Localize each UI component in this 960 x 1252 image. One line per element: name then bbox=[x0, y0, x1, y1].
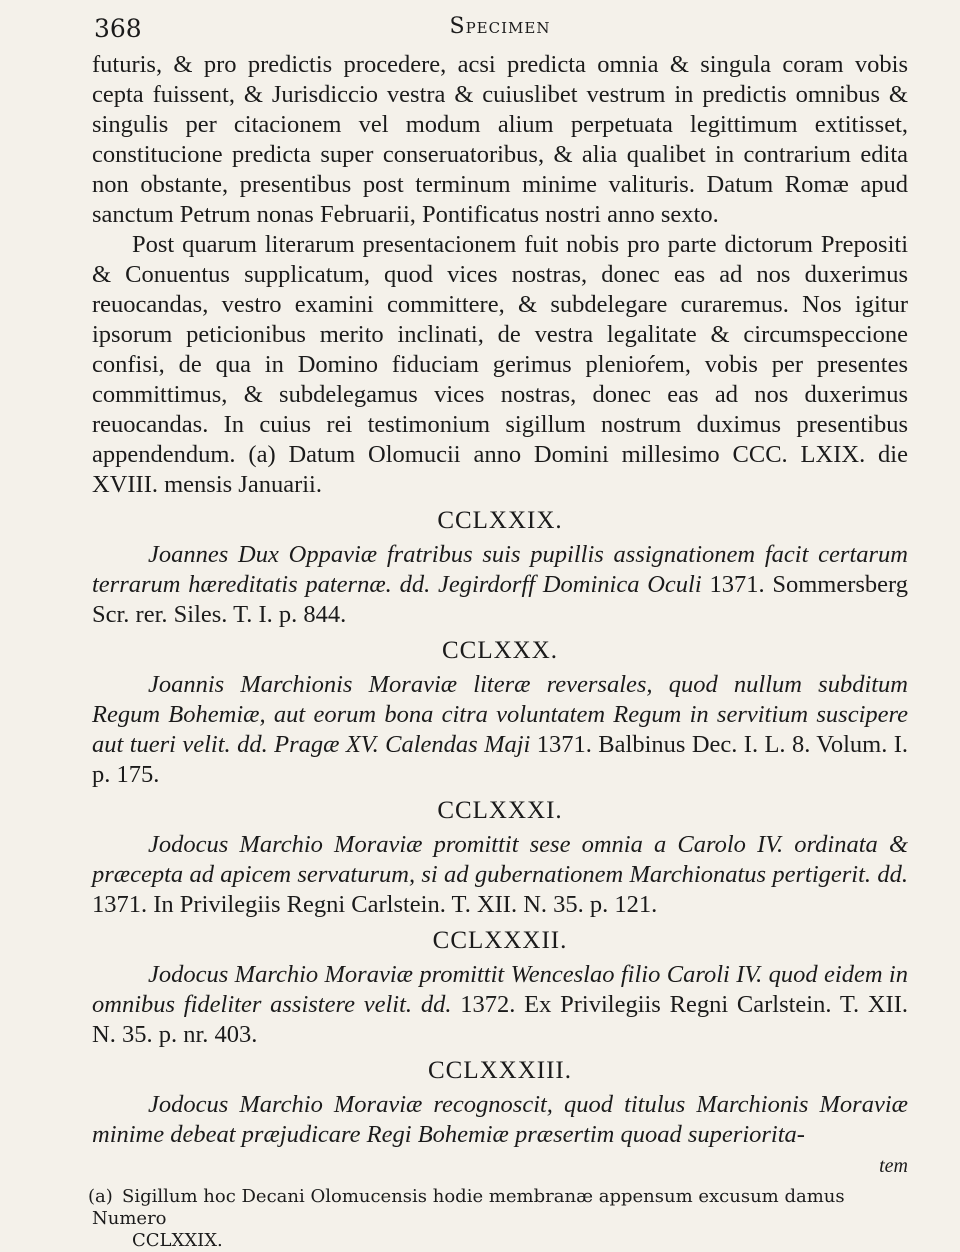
entry-summary: Jodocus Marchio Moraviæ promittit sese omnia a Carolo IV. ordinata & præcepta ad apicem servaturum, si ad gubernationem Marchionatus pertigerit. dd. bbox=[92, 831, 908, 888]
entry-summary: Joannes Dux Oppaviæ fratribus suis pupillis assignationem facit certarum terrarum hæreditatis paternæ. dd. Jegirdorff Dominica Oculi bbox=[92, 541, 908, 598]
entry-text bbox=[92, 1090, 908, 1150]
footnote bbox=[88, 1186, 908, 1252]
entry-source: 1371. In Privilegiis Regni Carlstein. T. XII. N. 35. p. 121. bbox=[92, 891, 658, 918]
entry-number: CCLXXX. bbox=[441, 637, 559, 664]
paragraph bbox=[92, 230, 908, 500]
entry-source: 1372. Ex Privilegiis Regni Carlstein. T. XII. N. 35. p. nr. 403. bbox=[92, 991, 908, 1048]
entry-number: CCLXXIX. bbox=[437, 507, 563, 534]
entry-text bbox=[92, 830, 908, 920]
footnote-continuation: CCLXXIX. bbox=[132, 1230, 223, 1251]
page-number: 368 bbox=[94, 14, 142, 43]
entry-summary: Jodocus Marchio Moraviæ recognoscit, quod titulus Marchionis Moraviæ minime debeat præjudicare Regi Bohemiæ præsertim quoad superiorita- bbox=[92, 1091, 908, 1148]
paragraph-text: Post quarum literarum presentacionem fuit nobis pro parte dictorum Prepositi & Conuentus supplicatum, quod vices nostras, donec eas ad nos duxerimus reuocandas, vestro examini committere, & subdelegare curaremus. Nos igitur ipsorum peticionibus merito inclinati, de vestra legalitate & circumspeccione confisi, de qua in Domino fiduciam gerimus plenioŕem, vobis per presentes committimus, & subdelegamus vices nostras, donec eas ad nos duxerimus reuocandas. In cuius rei testimonium sigillum nostrum duximus presentibus appendendum. (a) Datum Olomucii anno Domini millesimo CCC. LXIX. die XVIII. mensis Januarii. bbox=[92, 231, 908, 498]
body-text bbox=[92, 50, 908, 1178]
charter-entry bbox=[92, 796, 908, 920]
paragraph-continuation: futuris, & pro predictis procedere, acsi predicta omnia & singula coram vobis cepta fuissent, & Jurisdiccio vestra & cuiuslibet vestrum in predictis omnibus & singulis per citacionem vel modum alium perpetuata legittimum extitisset, constitucione predicta super conseruatoribus, & alia qualibet in contrarium edita non obstante, presentibus post terminum minime valituris. Datum Romæ apud sanctum Petrum nonas Februarii, Pontificatus nostri anno sexto. bbox=[92, 51, 908, 228]
running-title: Specimen bbox=[449, 14, 551, 39]
entry-summary: Jodocus Marchio Moraviæ promittit Wenceslao filio Caroli IV. quod eidem in omnibus fideliter assistere velit. dd. bbox=[92, 961, 908, 1018]
footnote-text: Sigillum hoc Decani Olomucensis hodie membranæ appensum excusum damus Numero bbox=[92, 1186, 845, 1229]
entry-text bbox=[92, 670, 908, 790]
footnote-mark: (a) bbox=[88, 1186, 113, 1207]
entry-text bbox=[92, 960, 908, 1050]
charter-entry bbox=[92, 636, 908, 790]
entry-source: 1371. Balbinus Dec. I. L. 8. Volum. I. p. 175. bbox=[92, 731, 909, 788]
entry-number: CCLXXXIII. bbox=[427, 1057, 572, 1084]
entry-source: 1371. Sommersberg Scr. rer. Siles. T. I. p. 844. bbox=[92, 571, 908, 628]
entry-number: CCLXXXII. bbox=[432, 927, 568, 954]
charter-entry bbox=[92, 1056, 908, 1150]
charter-entry bbox=[92, 506, 908, 630]
entry-text bbox=[92, 540, 908, 630]
page-header bbox=[92, 6, 908, 50]
catchword: tem bbox=[879, 1155, 908, 1177]
entry-summary: Joannis Marchionis Moraviæ literæ reversales, quod nullum subditum Regum Bohemiæ, aut eorum bona citra voluntatem Regum in servitium suscipere aut tueri velit. dd. Pragæ XV. Calendas Maji bbox=[92, 671, 908, 758]
entry-number: CCLXXXI. bbox=[437, 797, 563, 824]
charter-entry bbox=[92, 926, 908, 1050]
